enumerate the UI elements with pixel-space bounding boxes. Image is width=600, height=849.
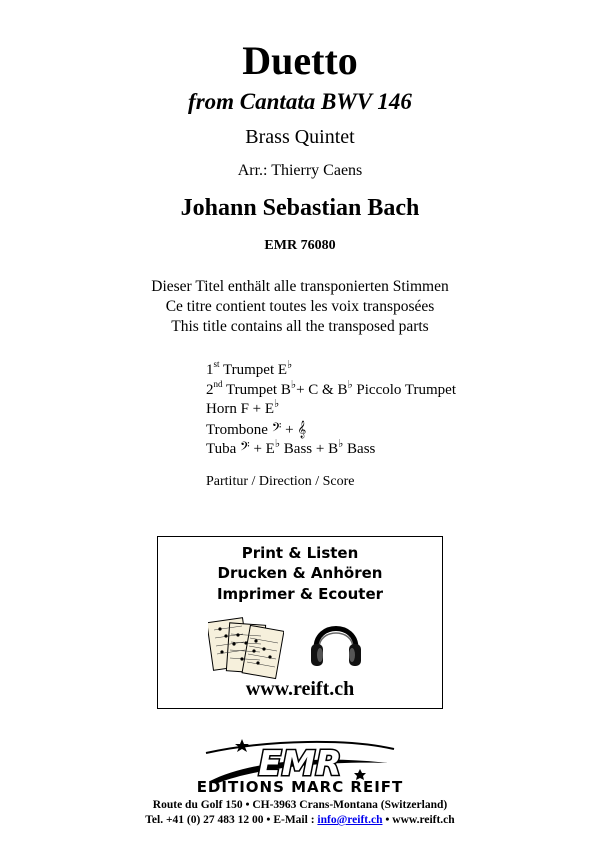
part-number: 1 — [206, 362, 214, 378]
part-label: Bass + B — [280, 441, 339, 457]
part-trumpet-2 — [206, 378, 457, 401]
sheet-music-icon — [208, 616, 284, 680]
bass-clef-icon: 𝄢 — [271, 419, 282, 438]
part-label: + C & B — [296, 381, 348, 398]
part-label: Trumpet E — [219, 362, 288, 378]
part-label: Tuba — [206, 441, 241, 457]
publisher-contact — [0, 813, 600, 827]
part-tuba — [206, 439, 456, 459]
publisher-name: EDITIONS MARC REIFT — [196, 778, 404, 796]
flat-sign: ♭ — [287, 359, 293, 371]
flat-sign: ♭ — [290, 378, 297, 391]
notice-line-french: Ce titre contient toutes les voix transposées — [165, 298, 435, 315]
promo-line-german: Drucken & Anhören — [217, 564, 383, 582]
ordinal-suffix: st — [213, 359, 220, 369]
notice-line-english: This title contains all the transposed parts — [171, 318, 429, 335]
part-label: Bass — [343, 441, 376, 457]
score-subtitle: from Cantata BWV 146 — [188, 89, 412, 114]
part-label: + E — [249, 441, 275, 457]
transposed-parts-notice — [0, 277, 600, 337]
treble-clef-icon: 𝄞 — [297, 419, 307, 438]
catalog-number: EMR 76080 — [264, 238, 336, 253]
promo-line-english: Print & Listen — [241, 544, 359, 562]
ensemble-label: Brass Quintet — [245, 126, 355, 148]
ordinal-suffix: nd — [213, 378, 223, 389]
website-link[interactable]: www.reift.ch — [245, 678, 355, 700]
part-label: Trombone — [206, 421, 272, 438]
parts-list — [206, 361, 456, 459]
flat-sign: ♭ — [274, 438, 281, 450]
part-label: Trumpet B — [222, 381, 291, 398]
part-number: 2 — [206, 381, 214, 398]
headphones-icon — [308, 616, 364, 668]
print-listen-box — [157, 536, 443, 709]
promo-line-french: Imprimer & Ecouter — [216, 585, 384, 603]
flat-sign: ♭ — [338, 438, 344, 450]
logo-text: EMR — [258, 744, 342, 784]
email-link[interactable]: info@reift.ch — [317, 814, 383, 826]
score-title: Duetto — [242, 38, 358, 83]
score-label: Partitur / Direction / Score — [206, 474, 355, 489]
flat-sign: ♭ — [274, 398, 280, 410]
part-label: + — [281, 421, 298, 438]
contact-phone: Tel. +41 (0) 27 483 12 00 • E-Mail : — [145, 814, 318, 826]
flat-sign: ♭ — [347, 378, 353, 391]
part-horn — [206, 400, 456, 420]
part-trombone — [206, 420, 456, 440]
notice-line-german: Dieser Titel enthält alle transponierten Stimmen — [151, 278, 449, 295]
part-label: Piccolo Trumpet — [352, 381, 457, 398]
publisher-address: Route du Golf 150 • CH-3963 Crans-Montana (Switzerland) — [152, 799, 448, 811]
bass-clef-icon: 𝄢 — [240, 439, 250, 457]
arranger-label: Arr.: Thierry Caens — [237, 162, 363, 179]
part-trumpet-1 — [206, 361, 456, 381]
composer-name: Johann Sebastian Bach — [180, 195, 420, 221]
part-label: Horn F + E — [206, 401, 275, 417]
contact-website: • www.reift.ch — [382, 814, 455, 826]
